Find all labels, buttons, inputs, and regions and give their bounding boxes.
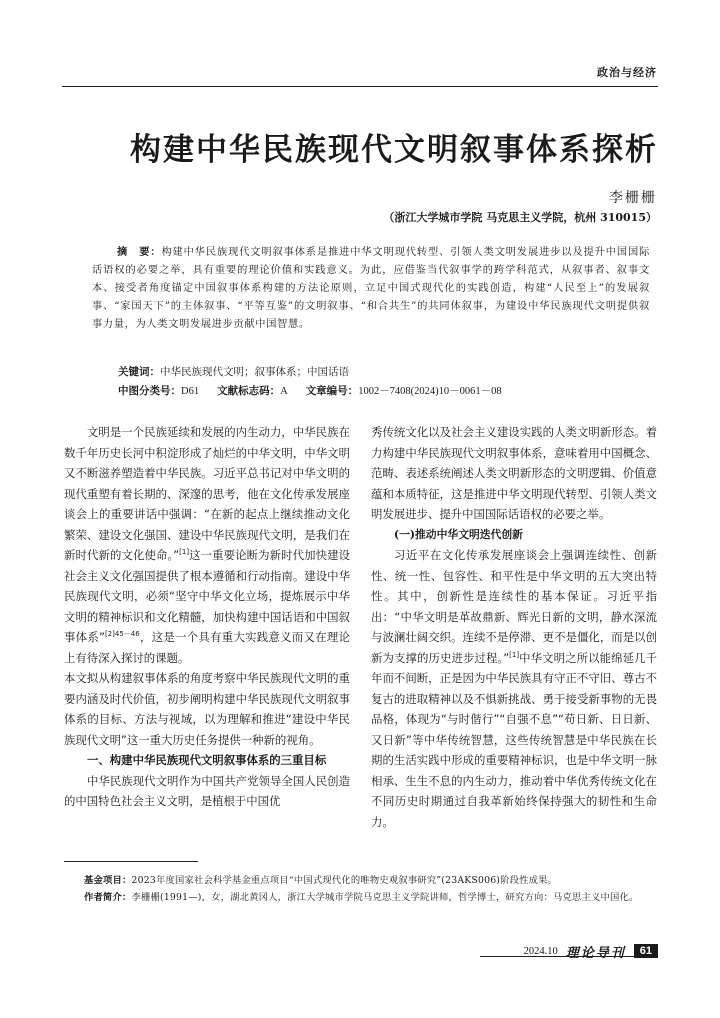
section-heading: 一、构建中华民族现代文明叙事体系的三重目标 [87, 753, 327, 767]
doc-code-label: 文献标志码： [217, 385, 281, 397]
issue-date: 2024.10 [523, 945, 558, 957]
classification-line [118, 383, 502, 398]
abstract-label: 摘 要： [117, 247, 162, 258]
article-title: 构建中华民族现代文明叙事体系探析 [130, 132, 658, 168]
article-number-label: 文章编号： [305, 385, 359, 397]
footnotes [64, 872, 656, 906]
journal-name: 理论导刊 [565, 945, 626, 961]
abstract-text: 构建中华民族现代文明叙事体系是推进中华文明现代转型、引领人类文明发展进步以及提升中国国际话语权的必要之举，具有重要的理论价值和实践意义。为此，应借鉴当代叙事学的跨学科范式，从叙事者、叙事文本、接受者角度锚定中国叙事体系构建的方法论原则，立足中国式现代化的实践创造，构建“人民至上”的发展叙事、“家国天下”的主体叙事、“平等互鉴”的文明叙事、“和合共生”的共同体叙事，为建设中华民族现代文明提供叙事力量，为人类文明发展进步贡献中国智慧。 [92, 247, 650, 330]
citation: [1] [509, 650, 520, 659]
journal-footer [524, 942, 658, 960]
clc-label: 中图分类号： [118, 385, 181, 397]
abstract [92, 244, 650, 334]
doc-code-value: A [280, 386, 288, 397]
section-tag: 政治与经济 [597, 66, 657, 79]
paragraph: 习近平在文化传承发展座谈会上强调连续性、创新性、统一性、包容性、和平性是中华文明的五大突出特性。其中，创新性是连续性的基本保证。习近平指出：“中华文明是革故鼎新、辉光日新的文明，静水深流与波澜壮阔交织。连续不是停滞、更不是僵化，而是以创新为支撑的历史进步过程。”[1]中华文明之所以能绵延几千年而不间断，正是因为中华民族具有守正不守旧、尊古不复古的进取精神以及不惧新挑战、勇于接受新事物的无畏品格，体现为“与时偕行”“自强不息”“苟日新、日日新、又日新”等中华传统智慧，这些传统智慧是中华民族在长期的生活实践中形成的重要精神标识，也是中华文明一脉相承、生生不息的内生动力，推动着中华优秀传统文化在不同历史时期通过自我革新始终保持强大的韧性和生命力。 [371, 548, 657, 829]
citation: [1] [179, 548, 190, 557]
body-column-right [371, 422, 657, 832]
author-affiliation: （浙江大学城市学院 马克思主义学院，杭州 310015） [383, 211, 657, 224]
paragraph: 本文拟从构建叙事体系的角度考察中华民族现代文明的重要内涵及时代价值，初步阐明构建中华民族现代文明叙事体系的目标、方法与视域，以为理解和推进“建设中华民族现代文明”这一重大历史任务提供一种新的视角。 [64, 671, 350, 747]
author-name: 李栅栅 [609, 190, 657, 206]
article-number-value: 1002－7408(2024)10－0061－08 [358, 386, 502, 397]
footnote-author-bio: 作者简介：李栅栅(1991—)，女，湖北黄冈人，浙江大学城市学院马克思主义学院讲师，哲学博士，研究方向：马克思主义中国化。 [84, 892, 639, 903]
paragraph: 中华民族现代文明作为中国共产党领导全国人民创造的中国特色社会主义文明，是植根于中国优 [64, 773, 350, 808]
clc-value: D61 [181, 386, 200, 397]
paragraph: 秀传统文化以及社会主义建设实践的人类文明新形态。着力构建中华民族现代文明叙事体系，意味着用中国概念、范畴、表述系统阐述人类文明新形态的文明逻辑、价值意蕴和本质特征，这是推进中华文明现代转型、引领人类文明发展进步、提升中国国际话语权的必要之举。 [371, 425, 657, 521]
keywords [118, 364, 349, 379]
footnote-rule [64, 861, 198, 862]
page-number: 61 [634, 944, 658, 958]
citation: [2]45－46 [104, 630, 140, 639]
keywords-text: 中华民族现代文明；叙事体系；中国话语 [160, 366, 349, 378]
body-column-left [64, 422, 350, 812]
header-rule [62, 86, 658, 87]
subsection-heading: (一)推动中华文明迭代创新 [394, 527, 523, 541]
paragraph: 文明是一个民族延续和发展的内生动力，中华民族在数千年历史长河中积淀形成了灿烂的中华文明，中华文明又不断滋养塑造着中华民族。习近平总书记对中华文明的现代重塑有着长期的、深邃的思考，他在文化传承发展座谈会上的重要讲话中强调：“在新的起点上继续推动文化繁荣、建设文化强国、建设中华民族现代文明，是我们在新时代新的文化使命。”[1]这一重要论断为新时代加快建设社会主义文化强国提供了根本遵循和行动指南。建设中华民族现代文明，必须“坚守中华文化立场，提炼展示中华文明的精神标识和文化精髓，加快构建中国话语和中国叙事体系”$^{[2]45-46}$，这是一个具有重大实践意义而又在理论上有待深入探讨的课题。 [64, 425, 350, 665]
keywords-label: 关键词： [118, 366, 160, 378]
footnote-funding: 基金项目：2023年度国家社会科学基金重点项目“中国式现代化的唯物史观叙事研究”(23AKS006)阶段性成果。 [84, 875, 558, 886]
